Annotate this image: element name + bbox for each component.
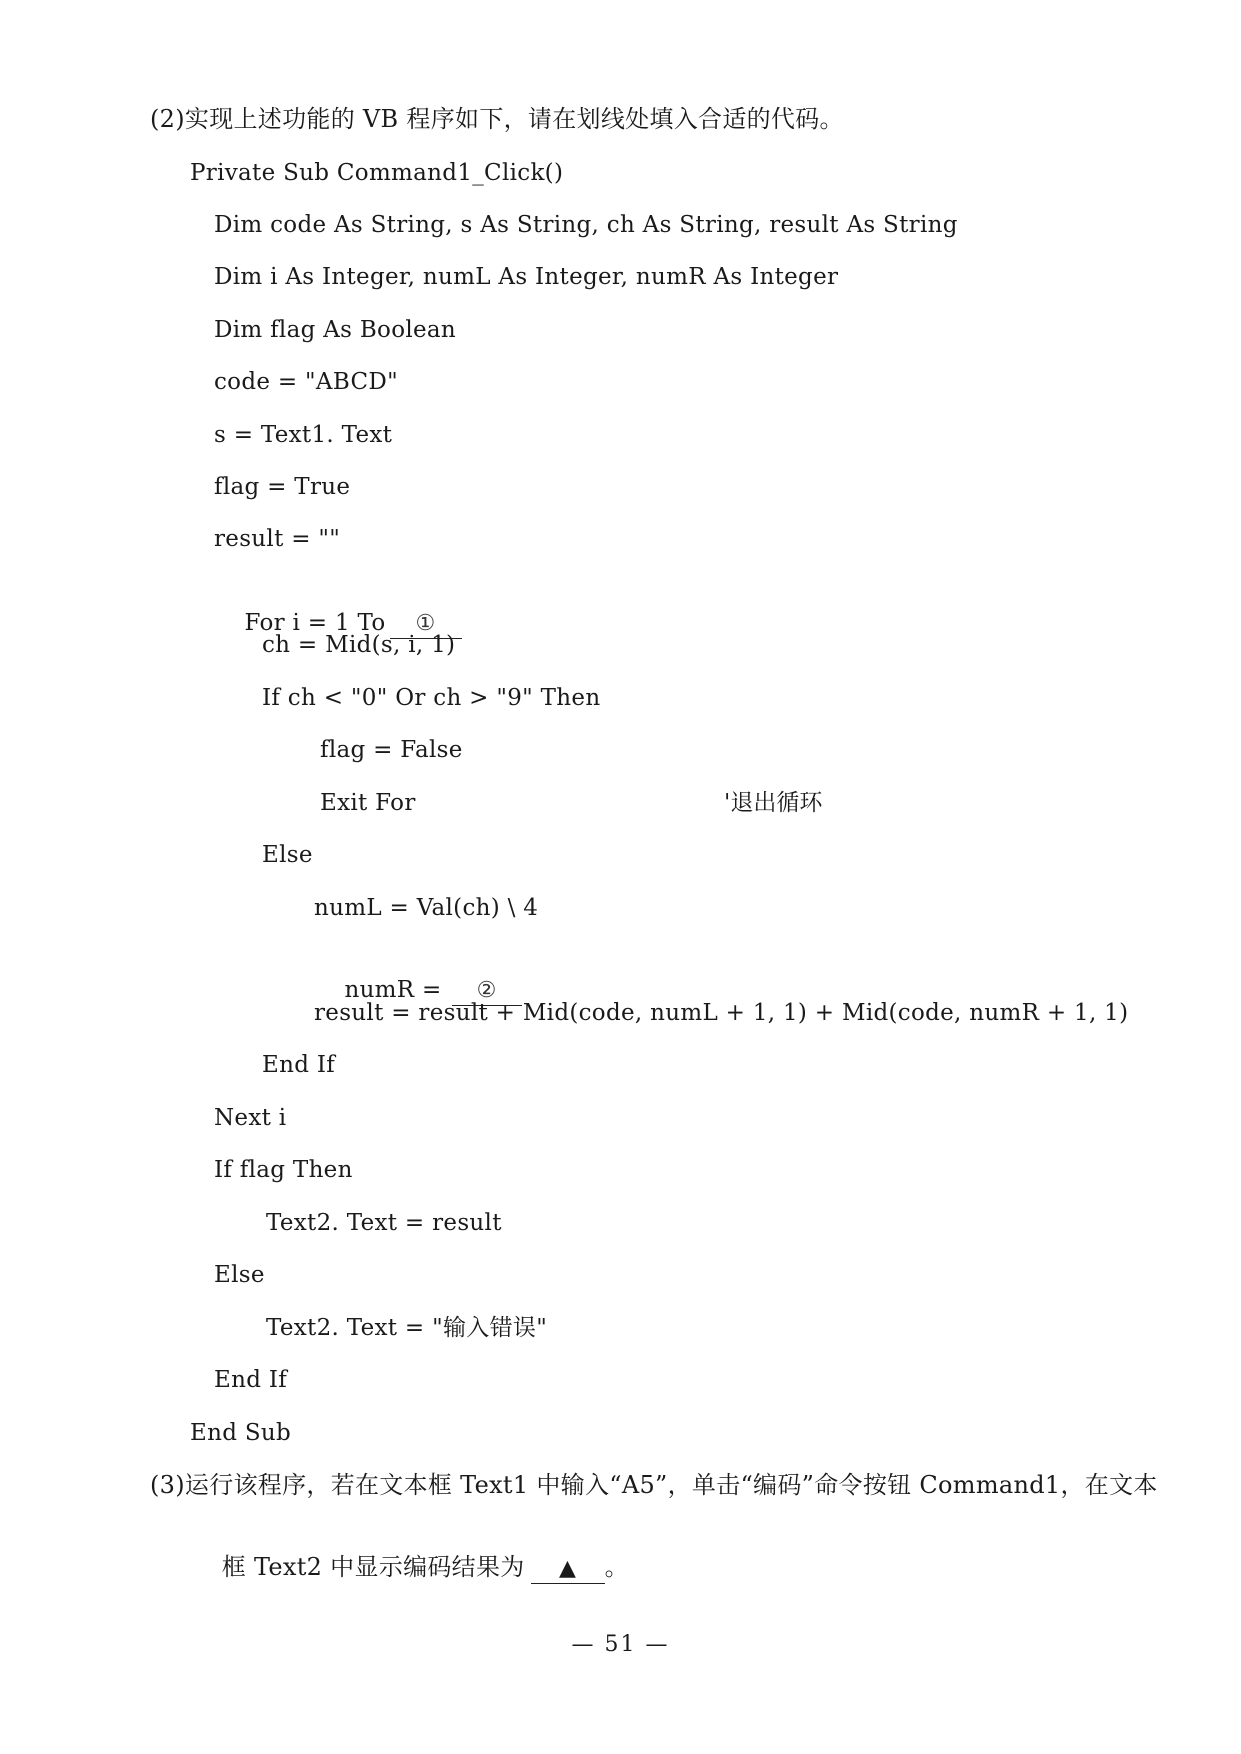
for-loop-text: For i = 1 To (244, 610, 386, 636)
code-line-dim-flag: Dim flag As Boolean (214, 317, 457, 343)
blank-2-marker: ② (476, 978, 497, 1003)
question-3-line-1: (3)运行该程序，若在文本框 Text1 中输入“A5”，单击“编码”命令按钮 Command1，在文本 (150, 1471, 1158, 1499)
code-line-s-assign: s = Text1. Text (214, 422, 393, 448)
question-2-prompt: (2)实现上述功能的 VB 程序如下，请在划线处填入合适的代码。 (150, 105, 844, 133)
blank-1-marker: ① (415, 611, 436, 636)
code-line-else-inner: Else (262, 842, 313, 868)
code-line-else-outer: Else (214, 1262, 265, 1288)
code-line-end-if-outer: End If (214, 1367, 288, 1393)
answer-blank-3 (531, 1553, 605, 1584)
code-line-dim-integers: Dim i As Integer, numL As Integer, numR As Integer (214, 264, 839, 290)
question-3-text: 框 Text2 中显示编码结果为 (221, 1553, 525, 1581)
code-comment-exit-loop: '退出循环 (724, 790, 823, 816)
code-line-flag-false: flag = False (320, 737, 463, 763)
code-line-code-assign: code = "ABCD" (214, 369, 398, 395)
code-line-result-init: result = "" (214, 526, 341, 552)
question-3-period: 。 (604, 1553, 629, 1581)
code-line-text2-error: Text2. Text = "输入错误" (266, 1315, 548, 1341)
code-line-exit-for: Exit For (320, 790, 416, 816)
code-line-numl: numL = Val(ch) \ 4 (314, 895, 539, 921)
question-3-line-2 (190, 1522, 629, 1614)
code-line-private-sub: Private Sub Command1_Click() (190, 160, 564, 186)
code-line-flag-true: flag = True (214, 474, 351, 500)
code-line-end-if-inner: End If (262, 1052, 336, 1078)
code-line-end-sub: End Sub (190, 1420, 292, 1446)
triangle-icon: ▲ (558, 1556, 577, 1581)
code-line-result-concat: result = result + Mid(code, numL + 1, 1) + Mid(code, numR + 1, 1) (314, 1000, 1129, 1026)
numr-text: numR = (344, 977, 442, 1003)
code-line-text2-result: Text2. Text = result (266, 1210, 502, 1236)
code-line-next-i: Next i (214, 1105, 287, 1131)
page-number: — 51 — (571, 1632, 670, 1657)
code-line-dim-strings: Dim code As String, s As String, ch As String, result As String (214, 212, 958, 238)
code-line-if-flag: If flag Then (214, 1157, 353, 1183)
code-line-if-digit: If ch < "0" Or ch > "9" Then (262, 685, 601, 711)
code-line-mid: ch = Mid(s, i, 1) (262, 632, 456, 658)
